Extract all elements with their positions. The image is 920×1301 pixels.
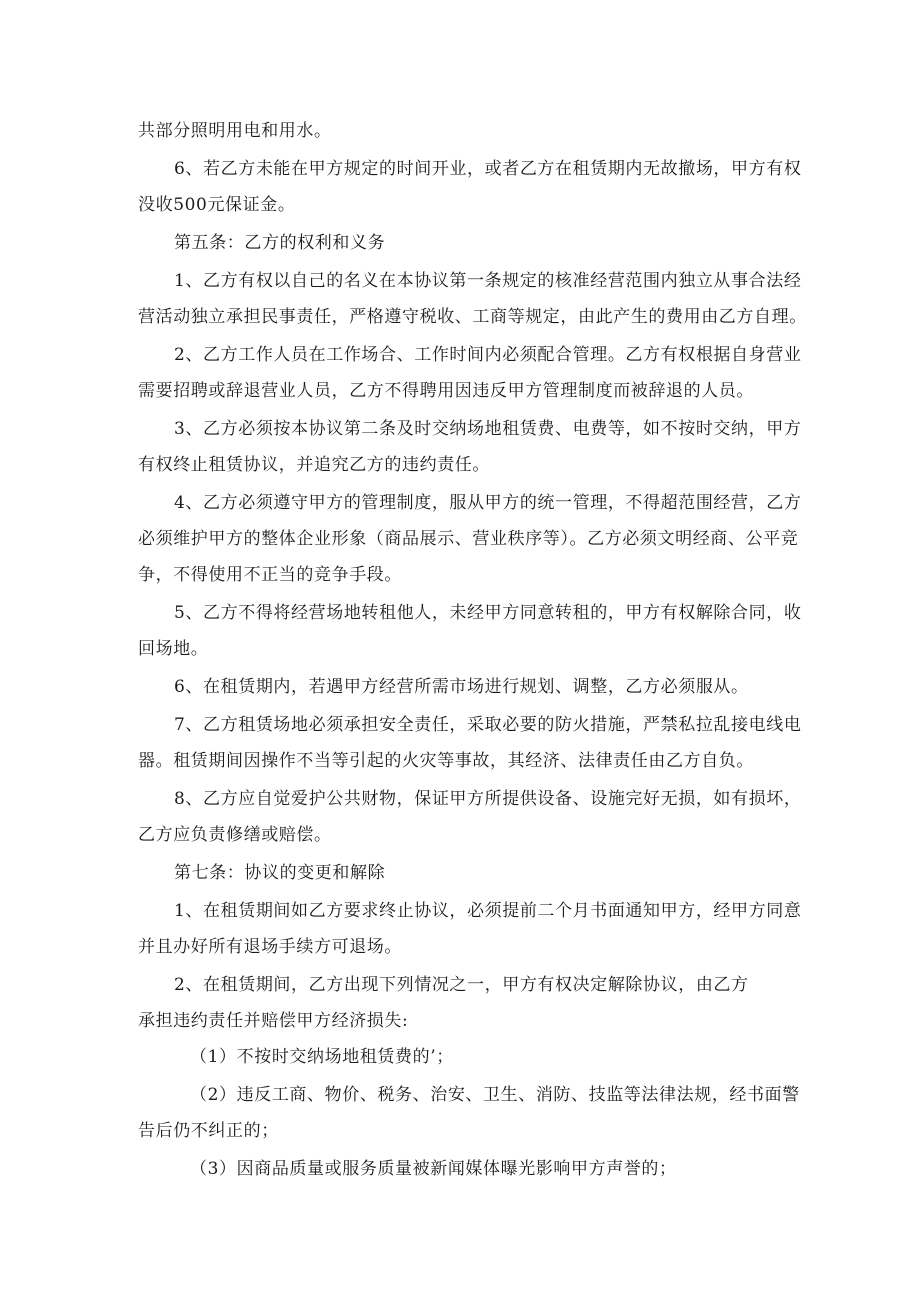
text-line: 1、在租赁期间如乙方要求终止协议，必须提前二个月书面通知甲方，经甲方同意 bbox=[174, 901, 802, 921]
text-line: 4、乙方必须遵守甲方的管理制度，服从甲方的统一管理，不得超范围经营，乙方 bbox=[174, 493, 802, 513]
text-line: 器。租赁期间因操作不当等引起的火灾等事故，其经济、法律责任由乙方自负。 bbox=[138, 751, 754, 771]
text-line: 6、若乙方未能在甲方规定的时间开业，或者乙方在租赁期内无故撤场，甲方有权 bbox=[174, 159, 802, 179]
text-line: 共部分照明用电和用水。 bbox=[138, 121, 332, 141]
list-item: （1）不按时交纳场地租赁费的’； bbox=[190, 1047, 454, 1067]
text-line: 5、乙方不得将经营场地转租他人，未经甲方同意转租的，甲方有权解除合同，收 bbox=[174, 603, 802, 623]
text-line: 承担违约责任并赔偿甲方经济损失: bbox=[138, 1011, 409, 1031]
text-line: 没收500元保证金。 bbox=[138, 195, 296, 215]
text-line: 告后仍不纠正的； bbox=[138, 1121, 279, 1141]
text-line: 需要招聘或辞退营业人员，乙方不得聘用因违反甲方管理制度而被辞退的人员。 bbox=[138, 381, 754, 401]
text-line: 并且办好所有退场手续方可退场。 bbox=[138, 937, 402, 957]
text-line: 6、在租赁期内，若遇甲方经营所需市场进行规划、调整，乙方必须服从。 bbox=[174, 677, 749, 697]
text-line: 8、乙方应自觉爱护公共财物，保证甲方所提供设备、设施完好无损，如有损坏， bbox=[174, 789, 802, 809]
text-line: 营活动独立承担民事责任，严格遵守税收、工商等规定，由此产生的费用由乙方自理。 bbox=[138, 307, 807, 327]
text-line: 有权终止租赁协议，并追究乙方的违约责任。 bbox=[138, 455, 490, 475]
text-line: 1、乙方有权以自己的名义在本协议第一条规定的核准经营范围内独立从事合法经 bbox=[174, 271, 802, 291]
text-line: 必须维护甲方的整体企业形象（商品展示、营业秩序等）。乙方必须文明经商、公平竞 bbox=[138, 529, 799, 549]
text-line: 争，不得使用不正当的竞争手段。 bbox=[138, 565, 402, 585]
section-heading: 第七条：协议的变更和解除 bbox=[174, 863, 386, 883]
text-line: 3、乙方必须按本协议第二条及时交纳场地租赁费、电费等，如不按时交纳，甲方 bbox=[174, 419, 802, 439]
section-heading: 第五条：乙方的权利和义务 bbox=[174, 233, 386, 253]
text-line: 乙方应负责修缮或赔偿。 bbox=[138, 825, 332, 845]
list-item: （3）因商品质量或服务质量被新闻媒体曝光影响甲方声誉的； bbox=[190, 1159, 677, 1179]
text-line: 7、乙方租赁场地必须承担安全责任，采取必要的防火措施，严禁私拉乱接电线电 bbox=[174, 715, 802, 735]
text-line: 2、在租赁期间，乙方出现下列情况之一，甲方有权决定解除协议，由乙方 bbox=[174, 975, 749, 995]
text-line: 2、乙方工作人员在工作场合、工作时间内必须配合管理。乙方有权根据自身营业 bbox=[174, 345, 802, 365]
text-line: 回场地。 bbox=[138, 639, 209, 659]
list-item: （2）违反工商、物价、税务、治安、卫生、消防、技监等法律法规，经书面警 bbox=[190, 1085, 800, 1105]
